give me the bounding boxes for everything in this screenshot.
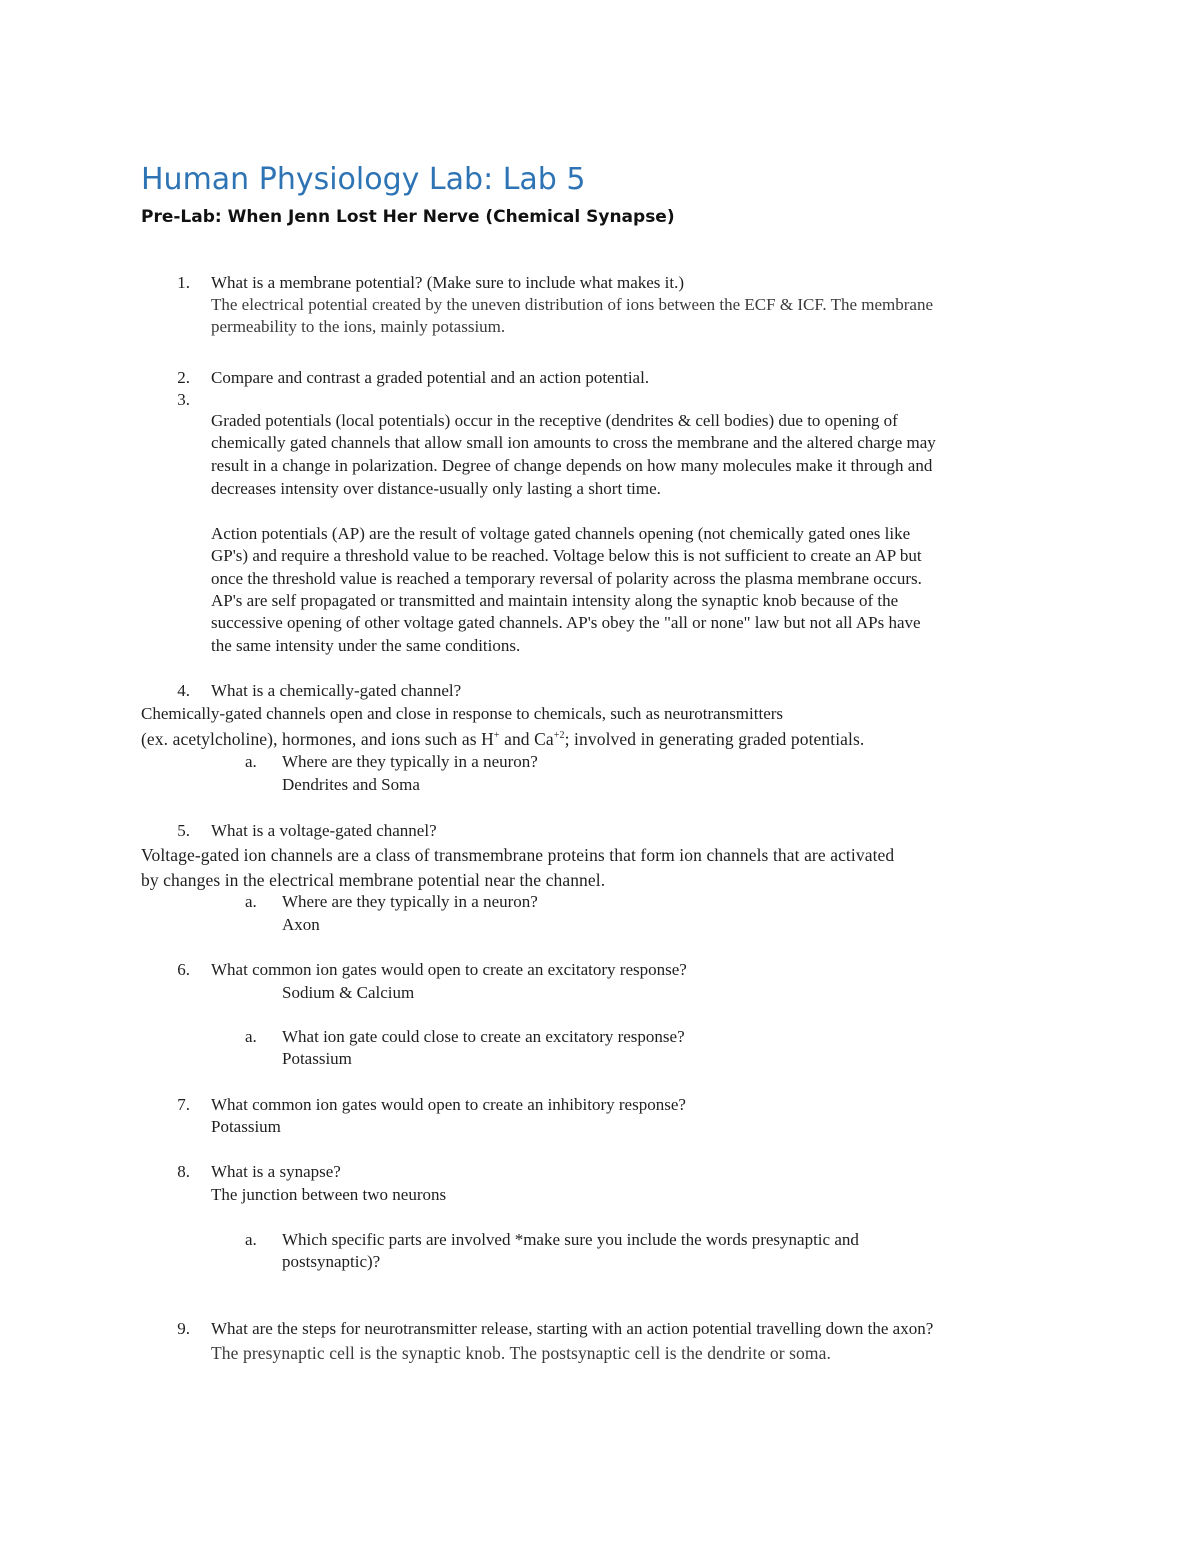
answer-4-line-2-part-b: and Ca bbox=[499, 729, 554, 749]
sub-letter-6a: a. bbox=[245, 1027, 257, 1046]
question-number-3: 3. bbox=[177, 390, 190, 409]
question-4: What is a chemically-gated channel? bbox=[211, 681, 462, 700]
sub-answer-6a: Potassium bbox=[282, 1049, 352, 1068]
question-5: What is a voltage-gated channel? bbox=[211, 821, 437, 840]
sub-letter-5a: a. bbox=[245, 892, 257, 911]
question-number-1: 1. bbox=[177, 273, 190, 292]
sub-answer-4a: Dendrites and Soma bbox=[282, 775, 420, 794]
question-number-4: 4. bbox=[177, 681, 190, 700]
graded-line-3: result in a change in polarization. Degree of change depends on how many molecules make it through and bbox=[211, 456, 933, 475]
sub-letter-4a: a. bbox=[245, 752, 257, 771]
action-line-3: once the threshold value is reached a temporary reversal of polarity across the plasma membrane occurs. bbox=[211, 569, 922, 588]
document-title: Human Physiology Lab: Lab 5 bbox=[141, 162, 586, 197]
graded-line-1: Graded potentials (local potentials) occur in the receptive (dendrites & cell bodies) due to opening of bbox=[211, 411, 898, 430]
graded-line-4: decreases intensity over distance-usually only lasting a short time. bbox=[211, 479, 661, 498]
sub-answer-5a: Axon bbox=[282, 915, 320, 934]
question-2: Compare and contrast a graded potential and an action potential. bbox=[211, 368, 650, 387]
answer-6: Sodium & Calcium bbox=[282, 983, 415, 1002]
question-number-6: 6. bbox=[177, 960, 190, 979]
graded-line-2: chemically gated channels that allow small ion amounts to cross the membrane and the altered charge may bbox=[211, 433, 936, 452]
answer-8: The junction between two neurons bbox=[211, 1185, 447, 1204]
hydrogen-charge: + bbox=[493, 730, 500, 741]
answer-4-line-2-part-c: ; involved in generating graded potentials. bbox=[564, 729, 865, 749]
sub-question-8a-line-1: Which specific parts are involved *make sure you include the words presynaptic and bbox=[282, 1230, 859, 1249]
question-6: What common ion gates would open to create an excitatory response? bbox=[211, 960, 687, 979]
action-line-2: GP's) and require a threshold value to be reached. Voltage below this is not sufficient to create an AP but bbox=[211, 546, 922, 565]
answer-4-line-2-part-a: (ex. acetylcholine), hormones, and ions such as H bbox=[141, 729, 494, 749]
answer-4-line-1: Chemically-gated channels open and close in response to chemicals, such as neurotransmitters bbox=[141, 704, 784, 723]
question-number-5: 5. bbox=[177, 821, 190, 840]
question-8: What is a synapse? bbox=[211, 1162, 341, 1181]
action-line-5: successive opening of other voltage gated channels. AP's obey the "all or none" law but not all APs have bbox=[211, 613, 921, 632]
question-1: What is a membrane potential? (Make sure to include what makes it.) bbox=[211, 273, 685, 292]
document-subtitle: Pre-Lab: When Jenn Lost Her Nerve (Chemical Synapse) bbox=[141, 207, 675, 227]
action-line-4: AP's are self propagated or transmitted and maintain intensity along the synaptic knob because of the bbox=[211, 591, 899, 610]
question-9: What are the steps for neurotransmitter release, starting with an action potential travelling down the axon? bbox=[211, 1319, 934, 1338]
sub-question-4a: Where are they typically in a neuron? bbox=[282, 752, 538, 771]
answer-1-line-2: permeability to the ions, mainly potassium. bbox=[211, 317, 506, 336]
sub-letter-8a: a. bbox=[245, 1230, 257, 1249]
question-number-9: 9. bbox=[177, 1319, 190, 1338]
question-number-8: 8. bbox=[177, 1162, 190, 1181]
sub-question-6a: What ion gate could close to create an excitatory response? bbox=[282, 1027, 685, 1046]
action-line-1: Action potentials (AP) are the result of voltage gated channels opening (not chemically gated ones like bbox=[211, 524, 911, 543]
question-number-7: 7. bbox=[177, 1095, 190, 1114]
answer-7: Potassium bbox=[211, 1117, 281, 1136]
question-7: What common ion gates would open to create an inhibitory response? bbox=[211, 1095, 686, 1114]
question-number-2: 2. bbox=[177, 368, 190, 387]
answer-9: The presynaptic cell is the synaptic knob. The postsynaptic cell is the dendrite or soma. bbox=[211, 1343, 831, 1363]
answer-1-line-1: The electrical potential created by the uneven distribution of ions between the ECF & ICF. The membrane bbox=[211, 295, 934, 314]
sub-question-8a-line-2: postsynaptic)? bbox=[282, 1252, 381, 1271]
sub-question-5a: Where are they typically in a neuron? bbox=[282, 892, 538, 911]
answer-4-line-2 bbox=[141, 728, 864, 750]
answer-5-line-2: by changes in the electrical membrane potential near the channel. bbox=[141, 870, 606, 890]
action-line-6: the same intensity under the same conditions. bbox=[211, 636, 521, 655]
answer-5-line-1: Voltage-gated ion channels are a class of transmembrane proteins that form ion channels that are activated bbox=[141, 845, 895, 865]
calcium-charge: +2 bbox=[553, 730, 565, 741]
